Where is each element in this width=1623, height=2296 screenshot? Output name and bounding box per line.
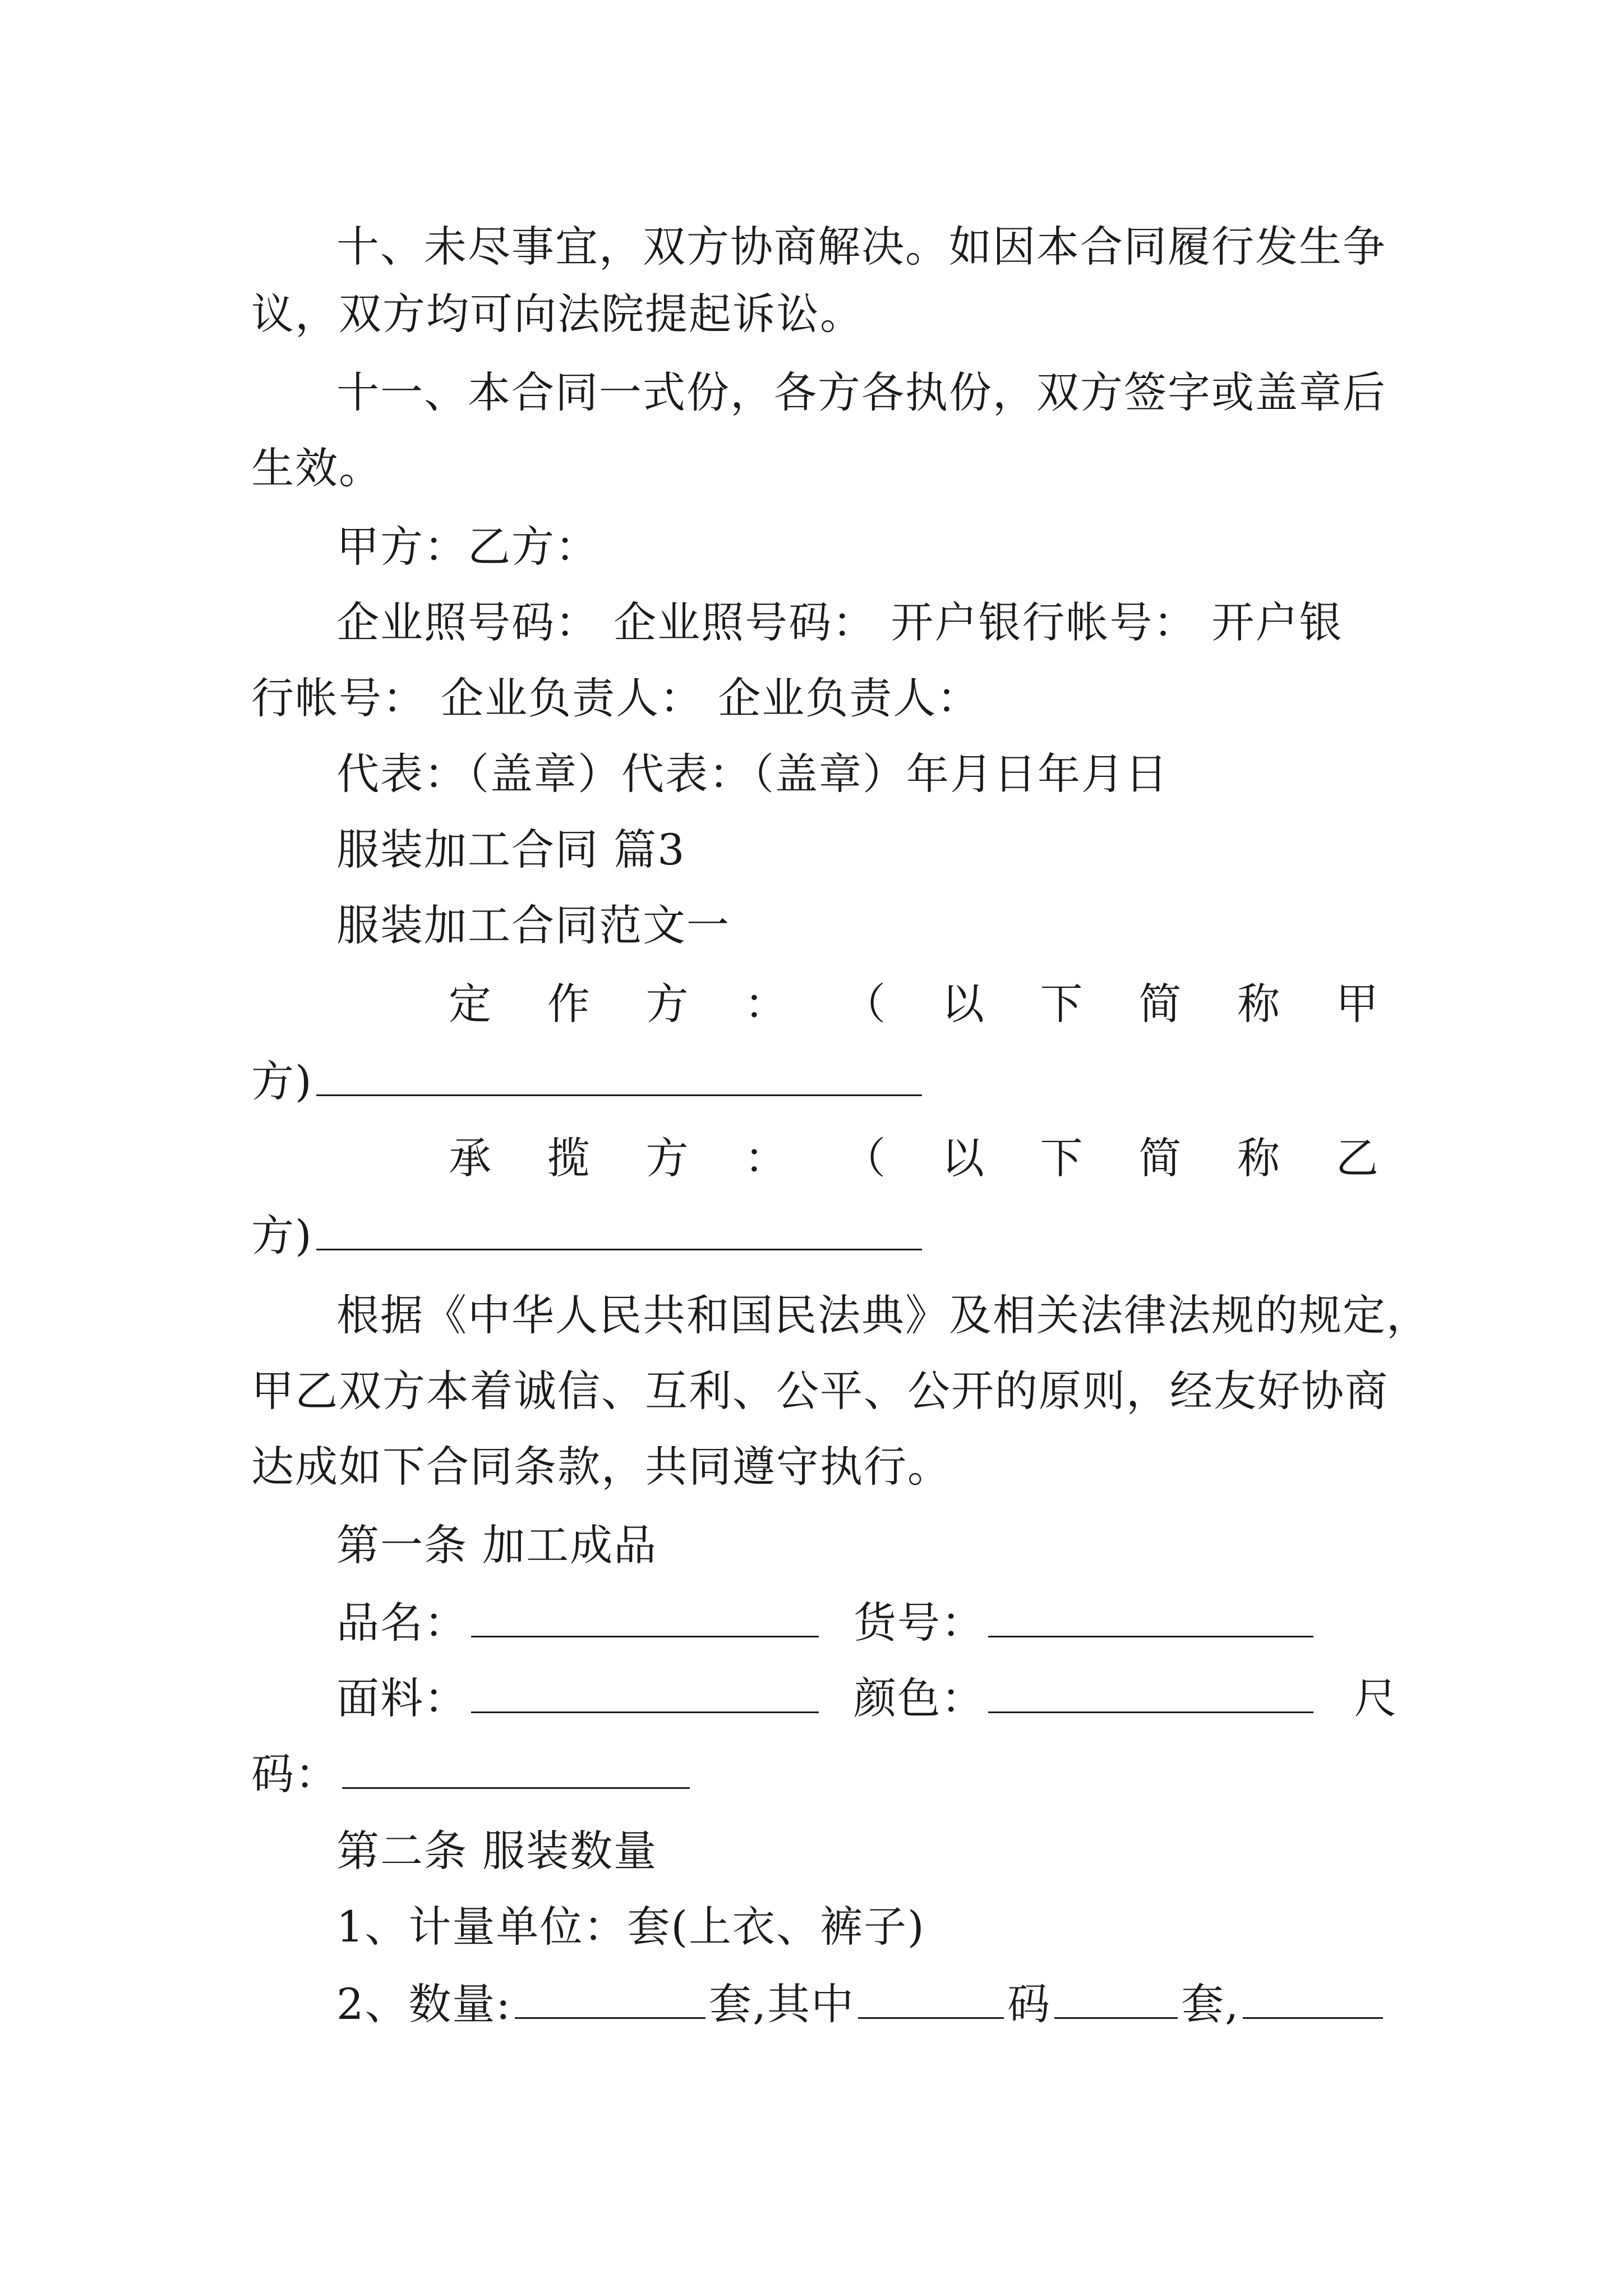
party-b-char: 称: [1237, 1133, 1281, 1183]
party-a-char: 作: [547, 979, 591, 1029]
para-article-11-line2: 生效。: [251, 443, 382, 493]
party-b-char: 承: [449, 1133, 492, 1183]
quantity-blank[interactable]: [515, 1969, 706, 2019]
party-a-char: ：: [744, 979, 789, 1029]
party-b-char: 以: [941, 1133, 985, 1183]
basis-line1: 根据《中华人民共和国民法典》及相关法律法规的规定，: [336, 1290, 1430, 1340]
size-blank[interactable]: [342, 1739, 690, 1789]
party-a-blank[interactable]: [316, 1046, 922, 1096]
basis-line3: 达成如下合同条款，共同遵守执行。: [251, 1442, 951, 1492]
party-b-blank[interactable]: [316, 1200, 922, 1250]
para-article-11-line1: 十一、本合同一式份，各方各执份，双方签字或盖章后: [336, 367, 1386, 417]
quantity-label: 2、数量:: [336, 1979, 511, 2029]
basis-line2: 甲乙双方本着诚信、互利、公平、公开的原则，经友好协商: [251, 1366, 1389, 1416]
quantity-set-text: 套,其中: [708, 1979, 855, 2029]
fabric-label: 面料：: [336, 1673, 468, 1723]
para-article-10-line2: 议，双方均可向法院提起诉讼。: [251, 289, 864, 339]
party-a-char: 以: [941, 979, 985, 1029]
party-b-char: 乙: [1335, 1133, 1380, 1183]
color-blank[interactable]: [988, 1663, 1313, 1713]
party-b-char: 下: [1040, 1133, 1084, 1183]
party-a-tail: 方): [251, 1056, 313, 1106]
size-label-part1: 尺: [1354, 1673, 1398, 1723]
article-1-product-line: [336, 1588, 1380, 1655]
party-b-tail: 方): [251, 1211, 313, 1260]
party-a-char: 称: [1237, 979, 1281, 1029]
product-name-blank[interactable]: [471, 1588, 819, 1637]
code-blank[interactable]: [858, 1969, 1004, 2019]
signature-parties: 甲方：乙方：: [336, 522, 599, 572]
article-2-title: 第二条 服装数量: [336, 1826, 658, 1876]
product-name-label: 品名：: [336, 1598, 468, 1648]
extra-blank[interactable]: [1243, 1969, 1383, 2019]
party-b-char: ：: [744, 1133, 789, 1183]
signature-representative: 代表：（盖章）代表：（盖章）年月日年月日: [336, 749, 1169, 799]
article-2-unit: 1、计量单位：套(上衣、裤子): [336, 1902, 925, 1952]
fabric-blank[interactable]: [471, 1663, 819, 1713]
code-quantity-blank[interactable]: [1054, 1969, 1178, 2019]
item-no-label: 货号：: [854, 1598, 985, 1648]
article-1-fabric-line: [336, 1663, 1398, 1731]
article-1-title: 第一条 加工成品: [336, 1520, 658, 1570]
quantity-code-text: 码: [1007, 1979, 1052, 2029]
party-a-char: （: [843, 979, 887, 1029]
signature-info-line2: 行帐号： 企业负责人： 企业负责人：: [251, 673, 981, 723]
party-a-char: 定: [449, 979, 492, 1029]
party-a-char: 下: [1040, 979, 1084, 1029]
color-label: 颜色：: [854, 1673, 985, 1723]
article-2-quantity-line: [336, 1969, 1380, 2036]
party-b-blank-line: [251, 1200, 1378, 1268]
party-b-char: 方: [645, 1133, 690, 1183]
contract-title: 服装加工合同范文一: [336, 900, 730, 950]
para-article-10-line1: 十、未尽事宜，双方协商解决。如因本合同履行发生争: [336, 222, 1386, 272]
party-a-char: 简: [1138, 979, 1183, 1029]
party-b-char: 简: [1138, 1133, 1183, 1183]
article-1-size-line: [251, 1739, 1378, 1806]
item-no-blank[interactable]: [988, 1588, 1313, 1637]
party-a-line: [449, 970, 1380, 1038]
party-b-line: [449, 1125, 1380, 1192]
party-b-char: 揽: [547, 1133, 591, 1183]
quantity-set2-text: 套,: [1181, 1979, 1240, 2029]
party-a-blank-line: [251, 1046, 1378, 1114]
size-label-part2: 码：: [251, 1749, 339, 1799]
party-a-char: 方: [645, 979, 690, 1029]
signature-info-line1: 企业照号码： 企业照号码： 开户银行帐号： 开户银: [336, 597, 1343, 647]
party-b-char: （: [843, 1133, 887, 1183]
party-a-char: 甲: [1335, 979, 1380, 1029]
section-heading: 服装加工合同 篇3: [336, 825, 686, 875]
